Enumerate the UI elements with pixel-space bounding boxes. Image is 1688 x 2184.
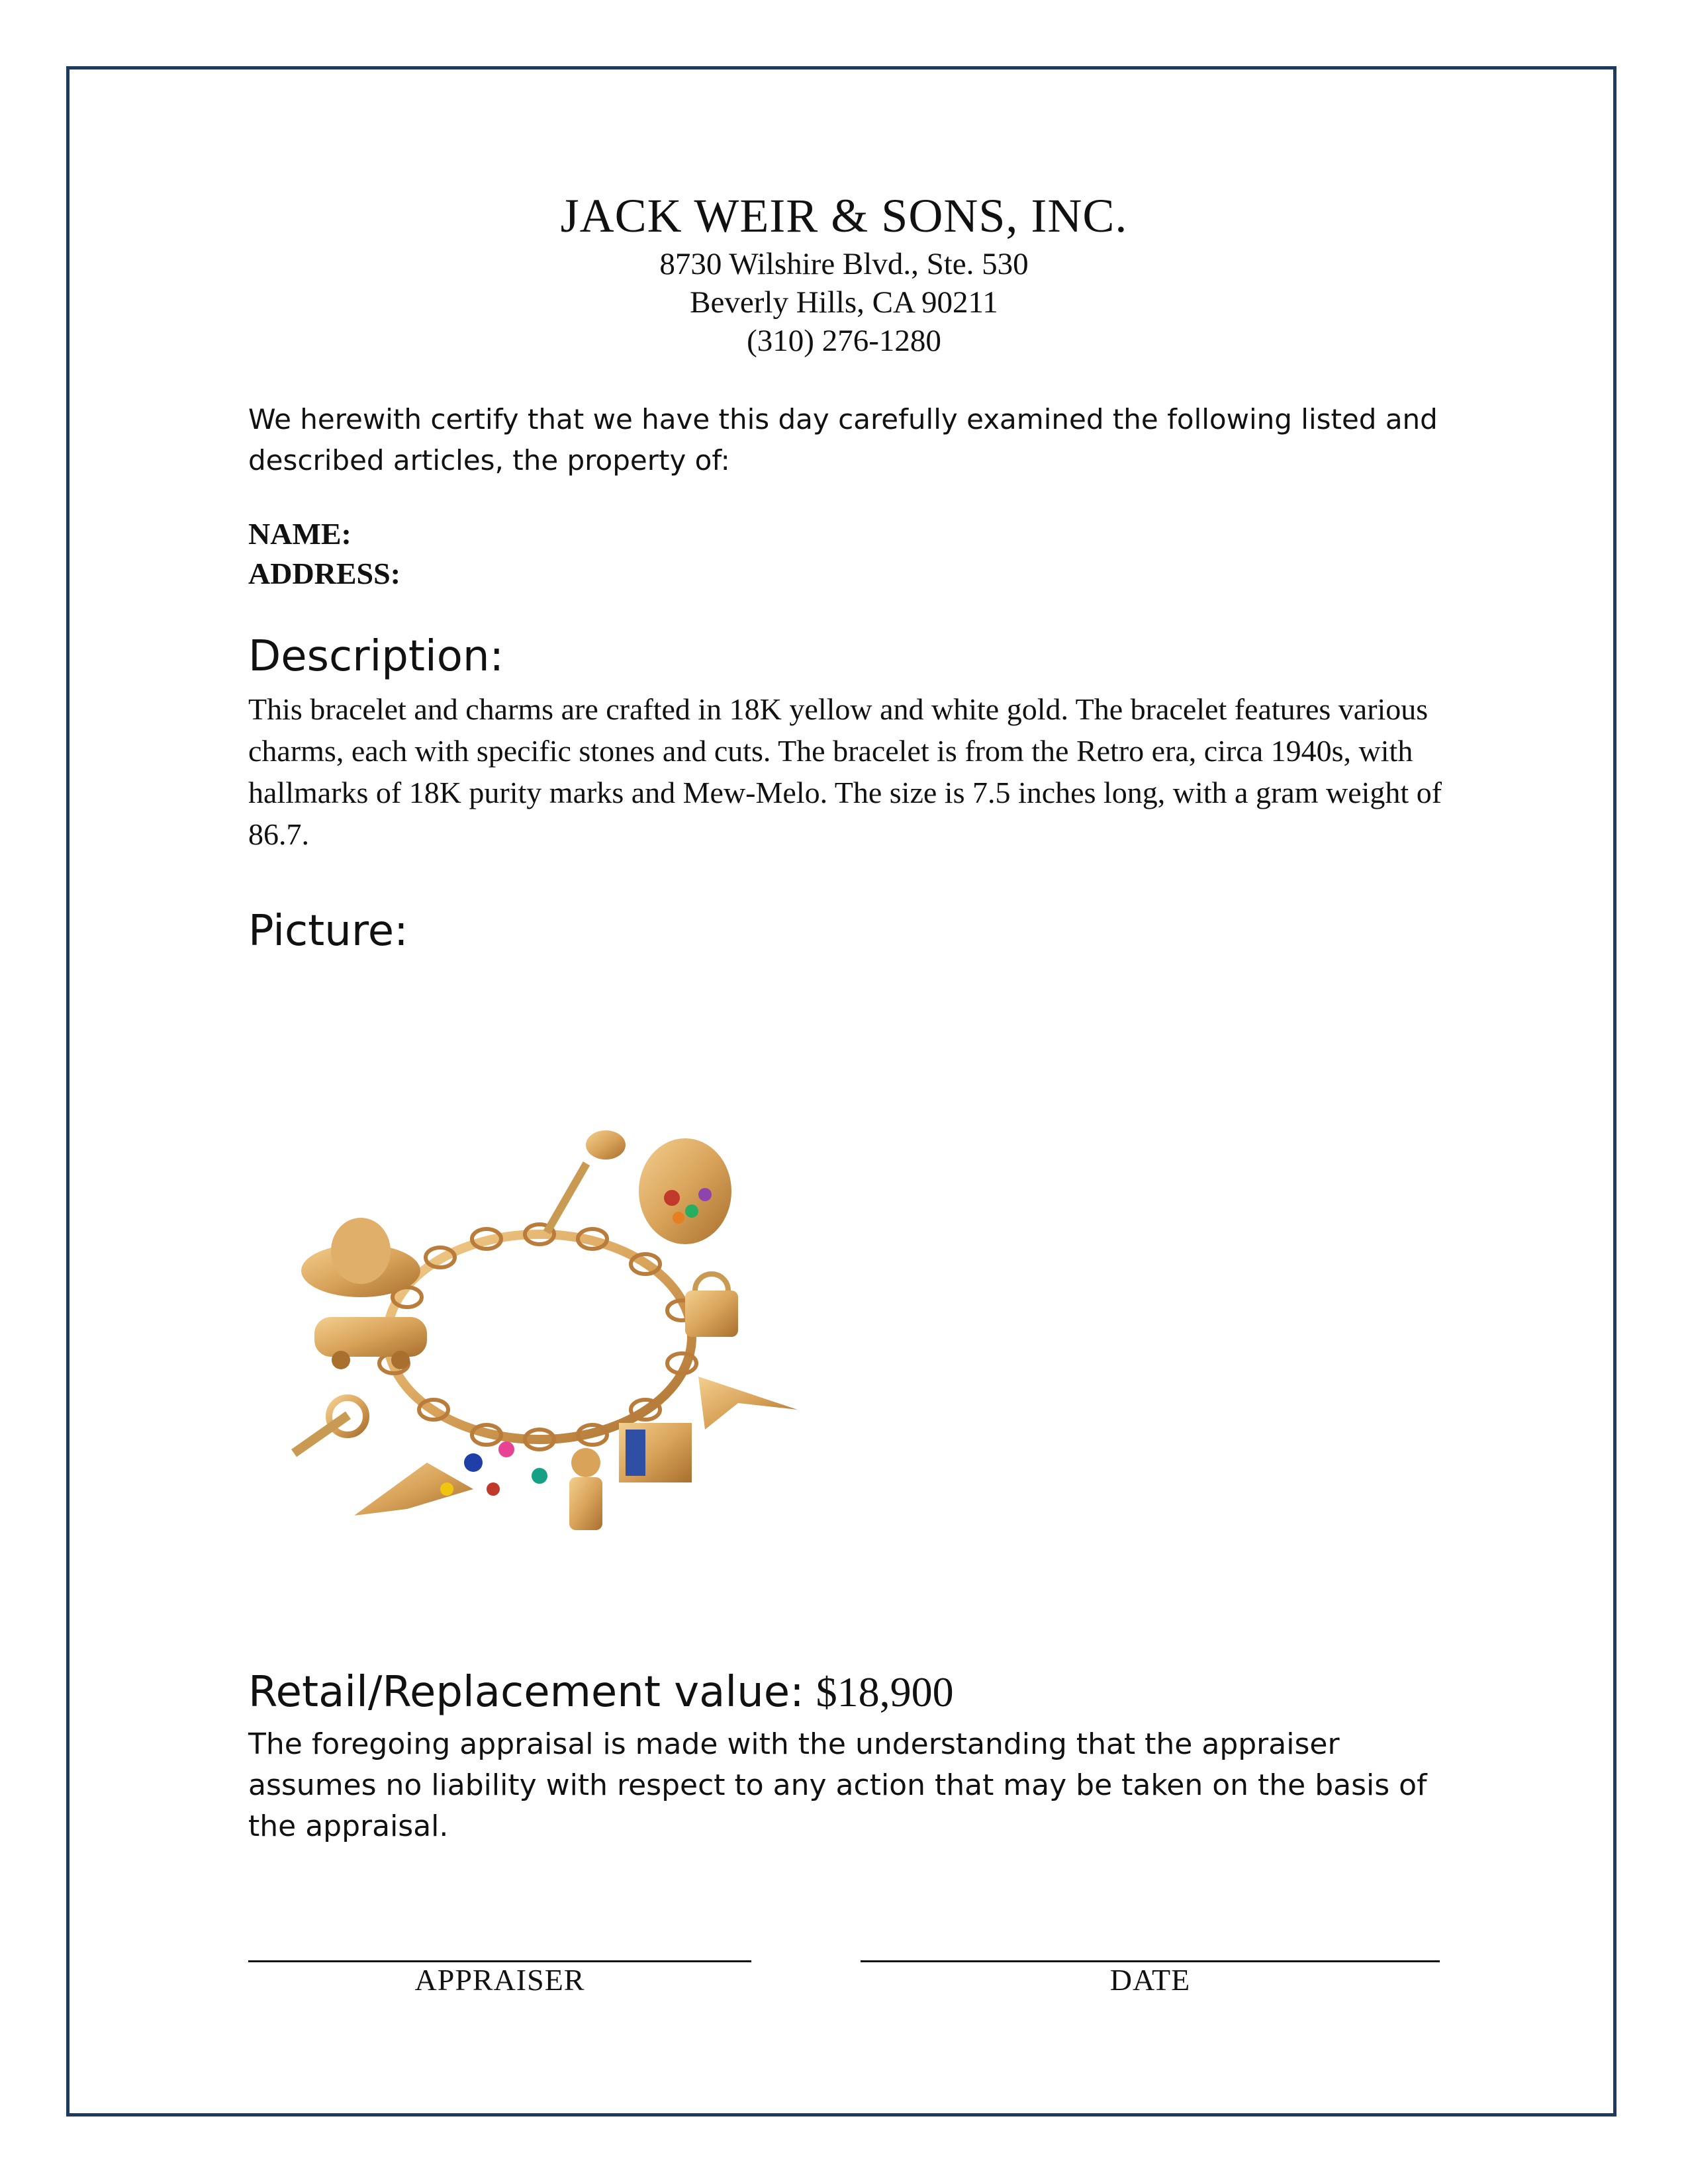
- basket-charm: [639, 1138, 731, 1244]
- valuation-line: [248, 1668, 1460, 1717]
- accordion-charm: [619, 1423, 692, 1482]
- appraiser-label: APPRAISER: [414, 1963, 585, 1997]
- charm-bracelet-illustration: [275, 1118, 818, 1549]
- appraisal-disclaimer: The foregoing appraisal is made with the understanding that the appraiser assumes no liability with respect to any action that may be taken on the basis of the appraisal.: [248, 1727, 1427, 1843]
- bird-charm: [698, 1377, 798, 1430]
- owner-address-label: ADDRESS:: [248, 557, 401, 590]
- valuation-label: Retail/Replacement value:: [248, 1668, 804, 1717]
- picture-title: Picture:: [248, 907, 408, 956]
- padlock-charm: [685, 1274, 738, 1337]
- valuation-amount: $18,900: [816, 1668, 954, 1715]
- description-text: This bracelet and charms are crafted in 18K yellow and white gold. The bracelet features various charms, each with specific stones and cuts. The bracelet is from the Retro era, circa 1940s, with hallmarks of 18K purity marks and Mew-Melo. The size is 7.5 inches long, with a gram weight of 86.7.: [248, 692, 1442, 851]
- hat-charm: [301, 1218, 420, 1297]
- company-address-line2: Beverly Hills, CA 90211: [690, 285, 998, 320]
- key-charm: [291, 1398, 366, 1457]
- date-label: DATE: [1109, 1963, 1191, 1997]
- certification-intro: We herewith certify that we have this day carefully examined the following listed and described articles, the property of:: [248, 403, 1438, 477]
- company-phone: (310) 276-1280: [747, 324, 941, 358]
- guitar-charm: [543, 1130, 626, 1234]
- figure-charm: [569, 1448, 602, 1530]
- company-address-line1: 8730 Wilshire Blvd., Ste. 530: [659, 247, 1029, 281]
- description-title: Description:: [248, 632, 504, 681]
- bracelet-photo: [275, 1118, 818, 1549]
- dancer-charm: [354, 1463, 473, 1516]
- company-name: JACK WEIR & SONS, INC.: [560, 189, 1128, 242]
- owner-name-label: NAME:: [248, 517, 352, 551]
